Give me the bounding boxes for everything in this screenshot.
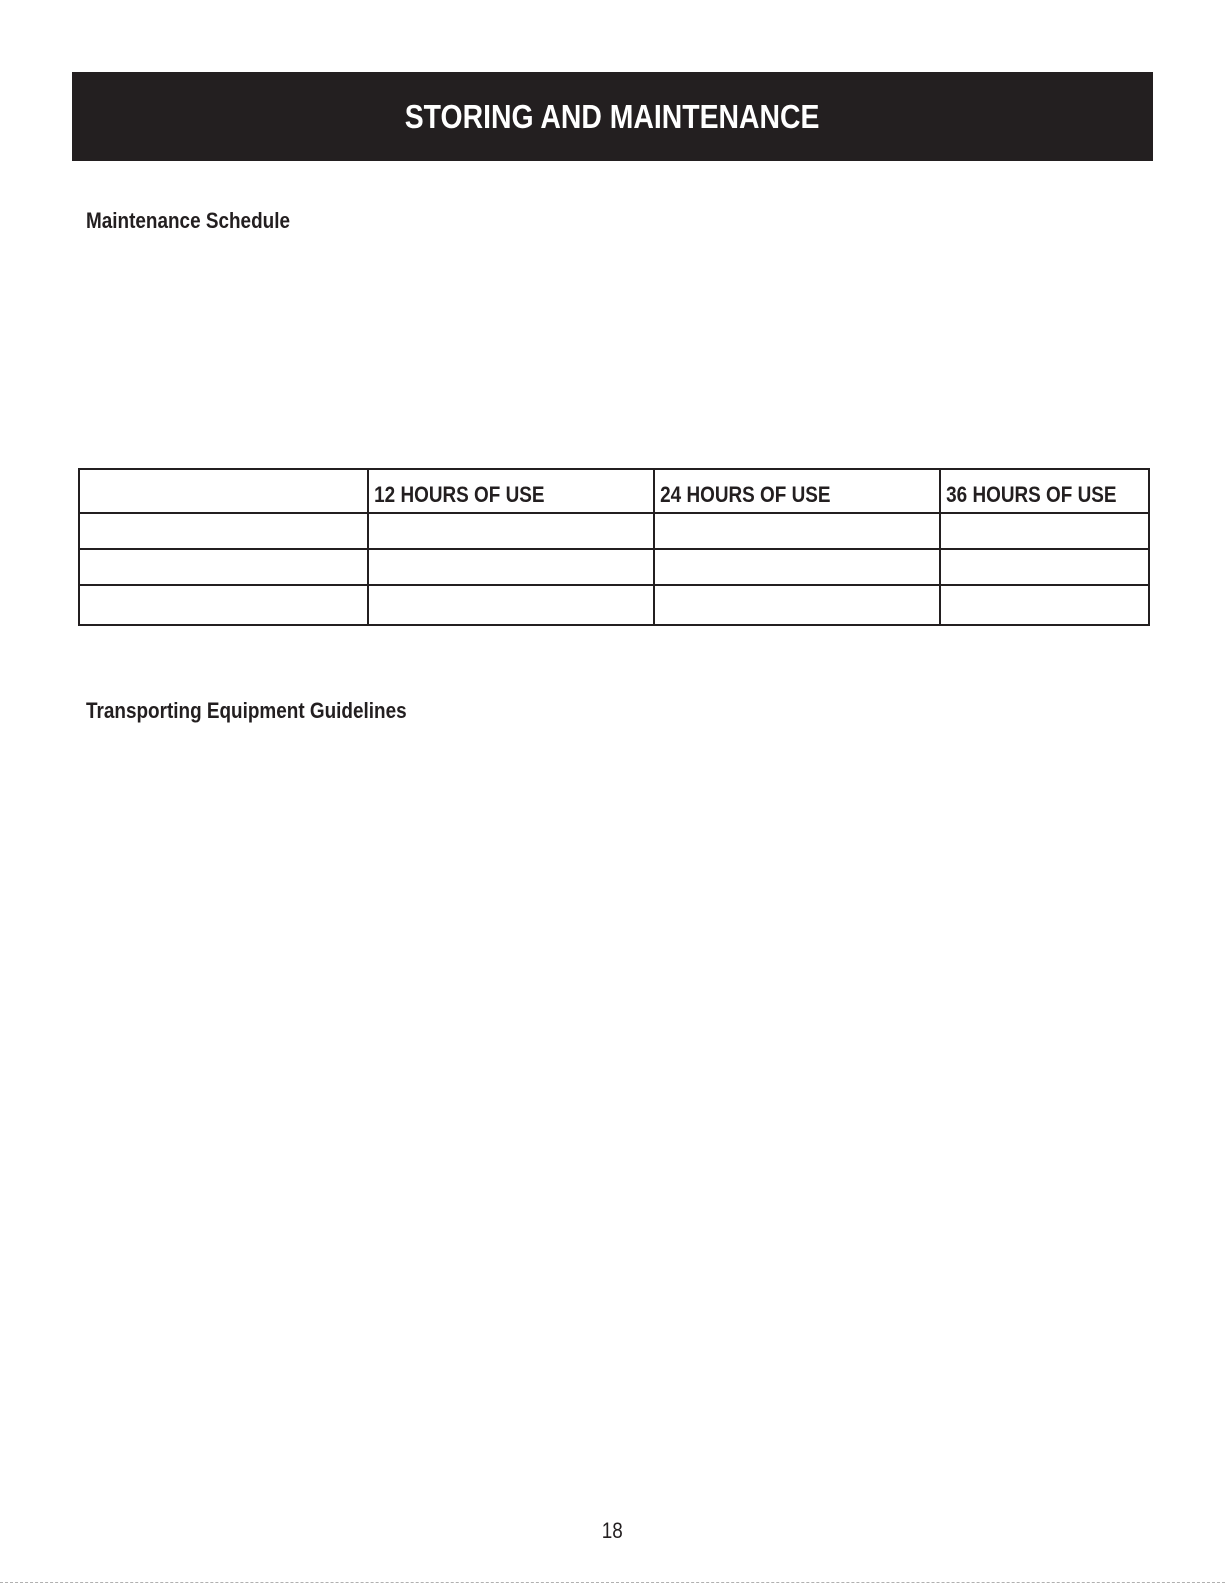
table-header-row xyxy=(79,469,1149,513)
section-banner xyxy=(72,72,1153,161)
table-cell xyxy=(368,585,655,625)
table-header-cell-12-hours: 12 HOURS OF USE xyxy=(368,469,655,513)
table-cell xyxy=(368,549,655,585)
table-header-cell-36-hours: 36 HOURS OF USE xyxy=(940,469,1149,513)
table-row xyxy=(79,549,1149,585)
transporting-guidelines-heading: Transporting Equipment Guidelines xyxy=(86,698,407,723)
table-cell xyxy=(654,585,940,625)
maintenance-schedule-table xyxy=(78,468,1150,626)
table-cell xyxy=(654,513,940,549)
table-cell xyxy=(940,549,1149,585)
table-cell xyxy=(79,549,368,585)
table-header-cell-24-hours: 24 HOURS OF USE xyxy=(654,469,940,513)
page-number: 18 xyxy=(601,1518,624,1543)
page-edge-divider xyxy=(0,1582,1225,1583)
table-cell xyxy=(940,513,1149,549)
maintenance-schedule-heading: Maintenance Schedule xyxy=(86,208,290,233)
table-row xyxy=(79,513,1149,549)
table-cell xyxy=(368,513,655,549)
table-cell xyxy=(940,585,1149,625)
banner-title: STORING AND MAINTENANCE xyxy=(405,97,820,135)
table-cell xyxy=(79,585,368,625)
table-row xyxy=(79,585,1149,625)
table-header-cell-item xyxy=(79,469,368,513)
table-cell xyxy=(654,549,940,585)
table-cell xyxy=(79,513,368,549)
